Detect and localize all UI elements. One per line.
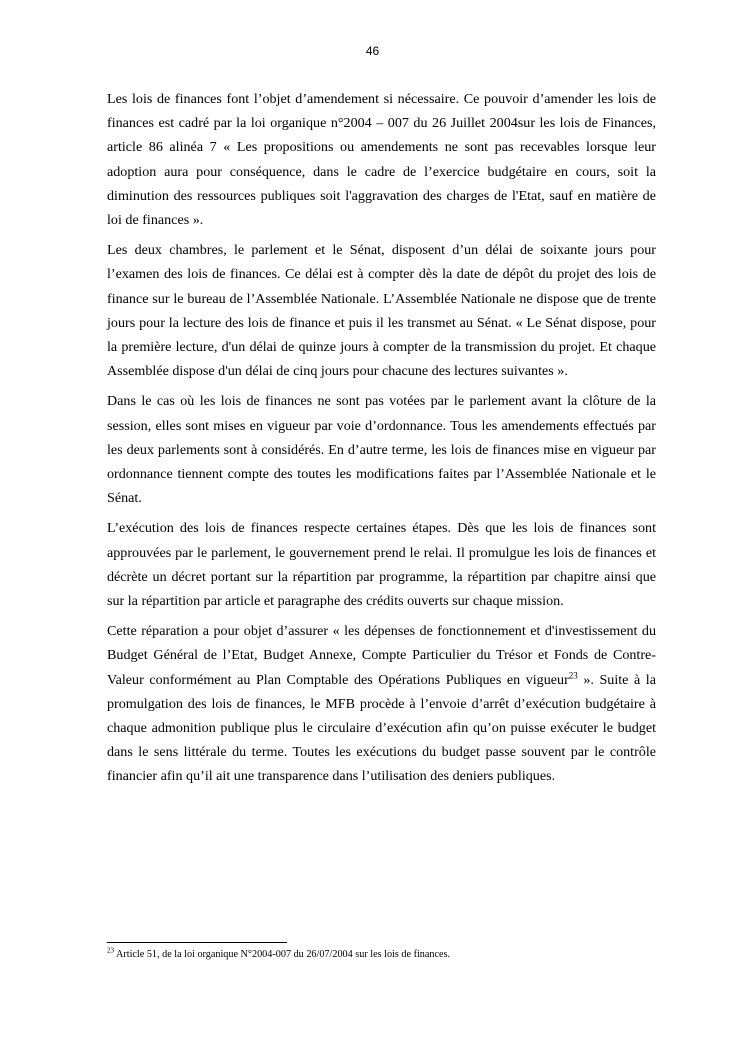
paragraph-execution: L’exécution des lois de finances respecte certaines étapes. Dès que les lois de finances sont approuvées par le parlement, le gouvernement prend le relai. Il promulgue les lois de finances et décrète un décret portant sur la répartition par programme, la répartition par chapitre ainsi que sur la répartition par article et paragraphe des crédits ouverts sur chaque mission. xyxy=(107,520,656,610)
footnote xyxy=(107,948,667,962)
page-number: 46 xyxy=(365,44,380,58)
body-text xyxy=(107,87,656,795)
paragraph-amendements: Les lois de finances font l’objet d’amendement si nécessaire. Ce pouvoir d’amender les lois de finances est cadré par la loi organique n°2004 – 007 du 26 Juillet 2004sur les lois de Finances, article 86 alinéa 7 « Les propositions ou amendements ne sont pas recevables lorsque leur adoption aura pour conséquence, dans le cadre de l’exercice budgétaire en cours, soit la diminution des ressources publiques soit l'aggravation des charges de l'Etat, sauf en matière de loi de finances ». xyxy=(107,91,656,229)
paragraph-reparation xyxy=(107,619,656,788)
paragraph-ordonnance: Dans le cas où les lois de finances ne sont pas votées par le parlement avant la clôture de la session, elles sont mises en vigueur par voie d’ordonnance. Tous les amendements effectués par les deux parlements sont à considérés. En d’autre terme, les lois de finances mise en vigueur par ordonnance tiennent compte des toutes les modifications faites par l’Assemblée Nationale et le Sénat. xyxy=(107,393,656,507)
paragraph-delais: Les deux chambres, le parlement et le Sénat, disposent d’un délai de soixante jours pour l’examen des lois de finances. Ce délai est à compter dès la date de dépôt du projet des lois de finance sur le bureau de l’Assemblée Nationale. L’Assemblée Nationale ne dispose que de trente jours pour la lecture des lois de finance et puis il les transmet au Sénat. « Le Sénat dispose, pour la première lecture, d'un délai de quinze jours à compter de la transmission du projet. Et chaque Assemblée dispose d'un délai de cinq jours pour chacune des lectures suivantes ». xyxy=(107,242,656,380)
footnote-number: 23 xyxy=(107,946,114,955)
paragraph-reparation-part1: Cette réparation a pour objet d’assurer « les dépenses de fonctionnement et d'investissement du Budget Général de l’Etat, Budget Annexe, Compte Particulier du Trésor et Fonds de Contre-Valeur conformément au Plan Comptable des Opérations Publiques en vigueur xyxy=(107,623,656,688)
paragraph-reparation-part2: ». Suite à la promulgation des lois de finances, le MFB procède à l’envoie d’arrêt d’exécution budgétaire à chaque admonition publique plus le circulaire d’exécution afin qu’on puisse exécuter le budget dans le sens littérale du terme. Toutes les exécutions du budget passe souvent par le contrôle financier afin qu’il ait une transparence dans l’utilisation des deniers publiques. xyxy=(107,671,656,785)
footnote-separator xyxy=(107,942,287,943)
footnote-text: Article 51, de la loi organique N°2004-007 du 26/07/2004 sur les lois de finances. xyxy=(114,949,451,960)
footnote-reference[interactable]: 23 xyxy=(568,669,578,680)
